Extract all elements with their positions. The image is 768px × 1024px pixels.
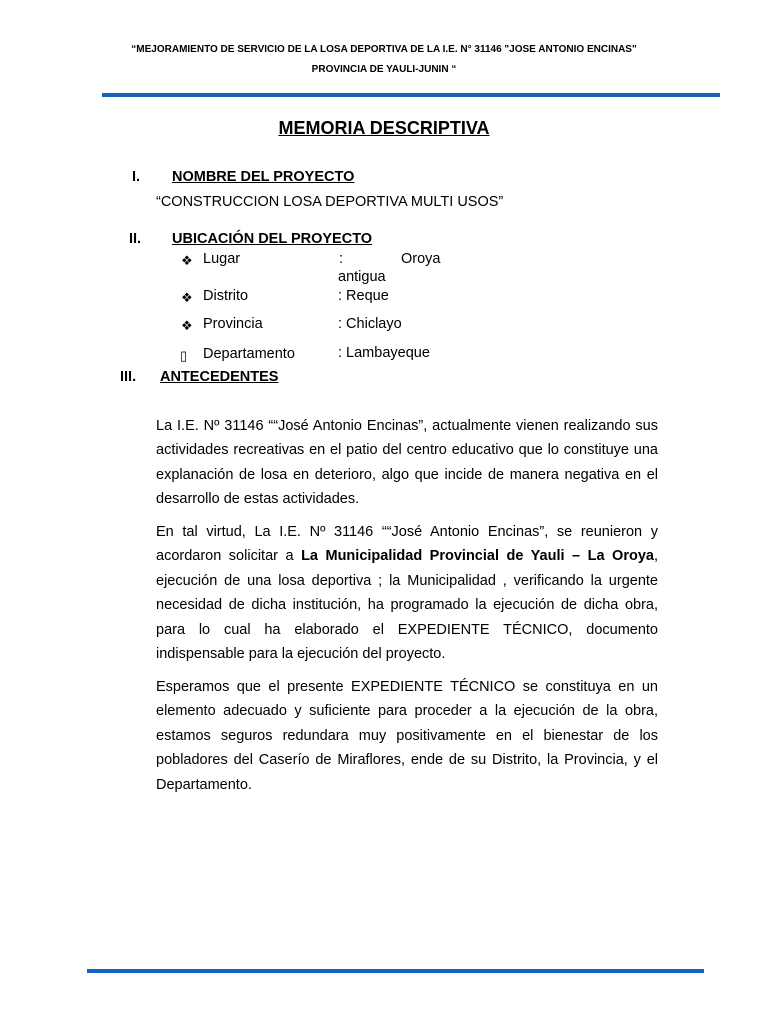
section-2-heading xyxy=(120,231,372,247)
diamond-bullet-icon: ❖ xyxy=(181,290,193,305)
paragraph-2-text-end: , ejecución de una losa deportiva ; la Municipalidad , verificando la urgente necesidad de dicha institución, ha programado la ejecución de dicha obra, para lo cual ha elaborado el EXPEDIENTE TÉCNICO, documento indispensable para la ejecución del proyecto. xyxy=(156,548,658,663)
location-label-departamento: Departamento xyxy=(203,346,295,362)
municipality-name: La Municipalidad Provincial de Yauli – La Oroya xyxy=(301,548,654,565)
header-line-2: PROVINCIA DE YAULI-JUNIN “ xyxy=(311,64,457,75)
location-label-lugar: Lugar xyxy=(203,251,241,267)
location-label-provincia: Provincia xyxy=(203,316,263,332)
location-value-provincia: : Chiclayo xyxy=(338,316,402,332)
footer-divider xyxy=(87,969,704,973)
section-3-number: III. xyxy=(120,369,137,385)
project-name: “CONSTRUCCION LOSA DEPORTIVA MULTI USOS” xyxy=(156,194,504,210)
section-3-heading xyxy=(114,369,278,385)
section-2-title: UBICACIÓN DEL PROYECTO xyxy=(172,231,373,247)
section-1-number: I. xyxy=(132,169,141,185)
location-colon-lugar: : xyxy=(339,251,344,267)
square-bullet-icon: ▯ xyxy=(180,348,188,363)
section-1-title: NOMBRE DEL PROYECTO xyxy=(172,169,355,185)
section-1-heading xyxy=(123,169,354,185)
location-value-lugar-1: Oroya xyxy=(401,251,441,267)
location-value-departamento: : Lambayeque xyxy=(338,345,430,361)
antecedentes-paragraph-1: La I.E. Nº 31146 ““José Antonio Encinas”, actualmente vienen realizando sus actividades recreativas en el patio del centro educativo que lo constituye una explanación de losa en deterioro, algo que incide de manera negativa en el desarrollo de estas actividades. xyxy=(156,418,658,508)
diamond-bullet-icon: ❖ xyxy=(181,253,193,268)
antecedentes-paragraph-2 xyxy=(156,520,658,666)
header-line-1: “MEJORAMIENTO DE SERVICIO DE LA LOSA DEPORTIVA DE LA I.E. N° 31146 "JOSE ANTONIO ENCINAS" xyxy=(131,44,637,55)
header-divider xyxy=(102,93,720,97)
antecedentes-paragraph-3: Esperamos que el presente EXPEDIENTE TÉCNICO se constituya en un elemento adecuado y suficiente para proceder a la ejecución de la obra, estamos seguros redundara muy positivamente en el bienestar de los pobladores del Caserío de Miraflores, ende de su Distrito, la Provincia, y el Departamento. xyxy=(156,679,658,793)
location-value-lugar-2: antigua xyxy=(338,269,386,285)
section-2-number: II. xyxy=(129,231,142,247)
location-label-distrito: Distrito xyxy=(203,288,249,304)
section-3-title: ANTECEDENTES xyxy=(160,369,279,385)
diamond-bullet-icon: ❖ xyxy=(181,318,193,333)
location-value-distrito: : Reque xyxy=(338,288,389,304)
document-title: MEMORIA DESCRIPTIVA xyxy=(278,118,490,138)
paragraph-2-text-start: En tal virtud, La I.E. Nº 31146 ““José Antonio Encinas”, se reunieron y acordaron solicitar a xyxy=(156,524,658,565)
